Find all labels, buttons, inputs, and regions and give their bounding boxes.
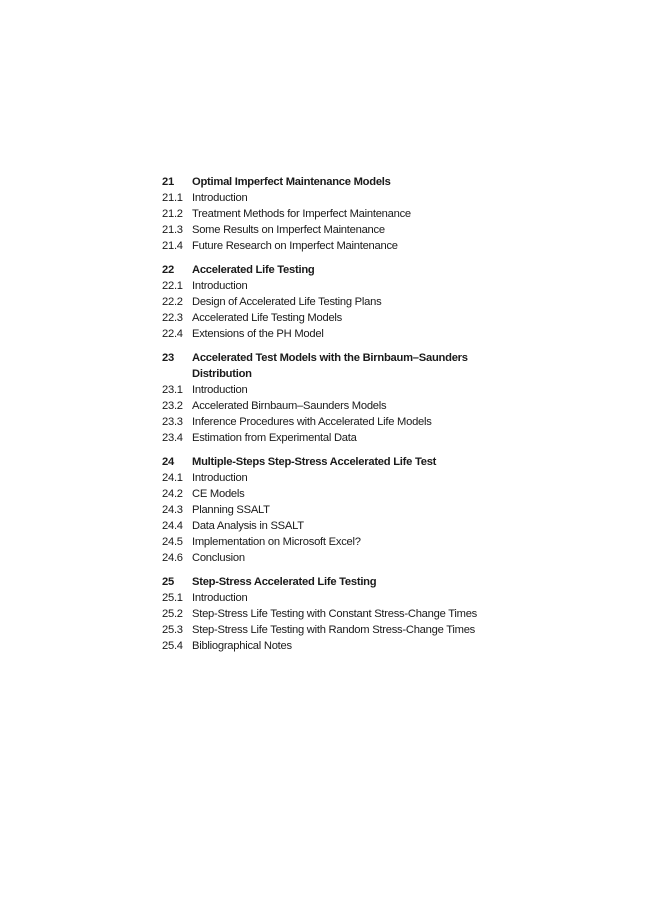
chapter-number: 21: [162, 176, 174, 188]
section-entry[interactable]: [162, 190, 632, 206]
section-title: Accelerated Life Testing Models: [192, 312, 342, 324]
chapter-heading[interactable]: [162, 174, 632, 190]
section-title: Step-Stress Life Testing with Constant Stress-Change Times: [192, 608, 478, 620]
table-of-contents: [162, 174, 632, 662]
chapter-title: Multiple-Steps Step-Stress Accelerated Life Test: [192, 456, 437, 468]
section-entry[interactable]: [162, 622, 632, 638]
section-title: Estimation from Experimental Data: [192, 432, 357, 444]
section-entry[interactable]: [162, 326, 632, 342]
section-entry[interactable]: [162, 294, 632, 310]
chapter-24: [162, 454, 632, 566]
section-number: 24.5: [162, 536, 183, 548]
chapter-title-line-2: Distribution: [192, 368, 252, 380]
section-entry[interactable]: [162, 238, 632, 254]
chapter-heading[interactable]: [162, 350, 632, 382]
section-number: 23.4: [162, 432, 183, 444]
section-title: Design of Accelerated Life Testing Plans: [192, 296, 382, 308]
section-title: CE Models: [192, 488, 245, 500]
section-title: Introduction: [192, 280, 248, 292]
section-title: Treatment Methods for Imperfect Maintenance: [192, 208, 411, 220]
section-number: 24.1: [162, 472, 183, 484]
chapter-heading[interactable]: [162, 574, 632, 590]
chapter-title: Accelerated Life Testing: [192, 264, 315, 276]
section-title: Bibliographical Notes: [192, 640, 292, 652]
section-title: Step-Stress Life Testing with Random Stress-Change Times: [192, 624, 476, 636]
section-number: 23.3: [162, 416, 183, 428]
section-title: Future Research on Imperfect Maintenance: [192, 240, 398, 252]
section-number: 23.1: [162, 384, 183, 396]
section-number: 22.1: [162, 280, 183, 292]
section-number: 22.2: [162, 296, 183, 308]
section-entry[interactable]: [162, 502, 632, 518]
section-number: 24.2: [162, 488, 183, 500]
section-title: Implementation on Microsoft Excel?: [192, 536, 361, 548]
section-entry[interactable]: [162, 398, 632, 414]
section-title: Accelerated Birnbaum–Saunders Models: [192, 400, 387, 412]
section-entry[interactable]: [162, 470, 632, 486]
section-number: 22.3: [162, 312, 183, 324]
section-entry[interactable]: [162, 590, 632, 606]
section-entry[interactable]: [162, 518, 632, 534]
section-number: 24.4: [162, 520, 183, 532]
section-number: 25.2: [162, 608, 183, 620]
section-entry[interactable]: [162, 414, 632, 430]
section-entry[interactable]: [162, 206, 632, 222]
section-entry[interactable]: [162, 382, 632, 398]
chapter-title: Optimal Imperfect Maintenance Models: [192, 176, 391, 188]
chapter-number: 24: [162, 456, 174, 468]
chapter-number: 22: [162, 264, 174, 276]
section-entry[interactable]: [162, 278, 632, 294]
section-title: Conclusion: [192, 552, 245, 564]
section-entry[interactable]: [162, 550, 632, 566]
section-title: Introduction: [192, 384, 248, 396]
section-number: 25.1: [162, 592, 183, 604]
section-number: 21.3: [162, 224, 183, 236]
chapter-title-line-1: Accelerated Test Models with the Birnbaum–Saunders: [192, 352, 468, 364]
section-number: 21.2: [162, 208, 183, 220]
chapter-number: 23: [162, 352, 174, 364]
section-entry[interactable]: [162, 534, 632, 550]
section-number: 24.3: [162, 504, 183, 516]
section-title: Introduction: [192, 472, 248, 484]
section-entry[interactable]: [162, 638, 632, 654]
section-title: Extensions of the PH Model: [192, 328, 324, 340]
section-number: 21.1: [162, 192, 183, 204]
section-number: 25.4: [162, 640, 183, 652]
chapter-23: [162, 350, 632, 446]
chapter-22: [162, 262, 632, 342]
section-number: 23.2: [162, 400, 183, 412]
section-entry[interactable]: [162, 486, 632, 502]
section-title: Data Analysis in SSALT: [192, 520, 304, 532]
chapter-number: 25: [162, 576, 174, 588]
section-title: Introduction: [192, 192, 248, 204]
section-title: Some Results on Imperfect Maintenance: [192, 224, 385, 236]
section-title: Inference Procedures with Accelerated Life Models: [192, 416, 432, 428]
chapter-heading[interactable]: [162, 454, 632, 470]
chapter-title: Step-Stress Accelerated Life Testing: [192, 576, 377, 588]
chapter-21: [162, 174, 632, 254]
section-entry[interactable]: [162, 222, 632, 238]
section-number: 21.4: [162, 240, 183, 252]
section-title: Introduction: [192, 592, 248, 604]
section-title: Planning SSALT: [192, 504, 270, 516]
section-number: 24.6: [162, 552, 183, 564]
section-entry[interactable]: [162, 310, 632, 326]
section-number: 25.3: [162, 624, 183, 636]
section-entry[interactable]: [162, 430, 632, 446]
chapter-title: [192, 350, 632, 382]
section-entry[interactable]: [162, 606, 632, 622]
chapter-25: [162, 574, 632, 654]
section-number: 22.4: [162, 328, 183, 340]
chapter-heading[interactable]: [162, 262, 632, 278]
